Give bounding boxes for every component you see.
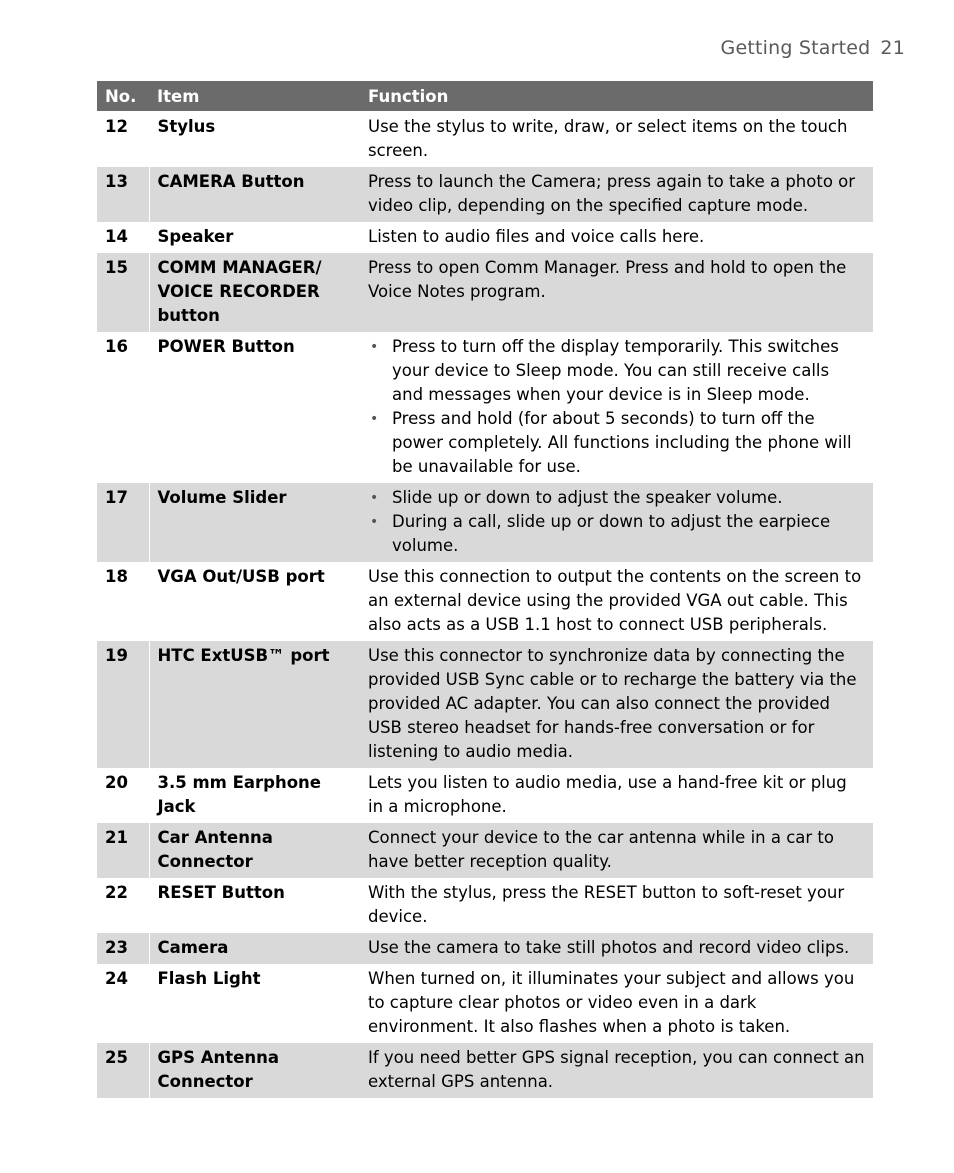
table-row xyxy=(97,562,873,641)
item-function: Use the camera to take still photos and record video clips. xyxy=(360,933,873,964)
table-row xyxy=(97,112,873,168)
item-function: Press to open Comm Manager. Press and hold to open the Voice Notes program. xyxy=(360,253,873,332)
table-row xyxy=(97,878,873,933)
table-row xyxy=(97,483,873,562)
item-name: HTC ExtUSB™ port xyxy=(149,641,360,768)
bullet-icon: • xyxy=(370,411,379,427)
row-number: 16 xyxy=(97,332,149,483)
row-number: 18 xyxy=(97,562,149,641)
function-bullet-item xyxy=(368,407,865,479)
bullet-text: Slide up or down to adjust the speaker volume. xyxy=(392,488,783,507)
row-number: 21 xyxy=(97,823,149,878)
function-bullet-item xyxy=(368,510,865,558)
item-function xyxy=(360,332,873,483)
item-name: COMM MANAGER/ VOICE RECORDER button xyxy=(149,253,360,332)
function-bullet-list xyxy=(368,486,865,558)
item-name: CAMERA Button xyxy=(149,167,360,222)
row-number: 12 xyxy=(97,112,149,168)
page-number: 21 xyxy=(880,37,905,59)
table-row xyxy=(97,167,873,222)
item-function: Connect your device to the car antenna while in a car to have better reception quality. xyxy=(360,823,873,878)
table-row xyxy=(97,768,873,823)
function-bullet-item xyxy=(368,335,865,407)
bullet-icon: • xyxy=(370,490,379,506)
table-row xyxy=(97,253,873,332)
row-number: 15 xyxy=(97,253,149,332)
column-header-no: No. xyxy=(97,81,149,112)
row-number: 22 xyxy=(97,878,149,933)
item-name: VGA Out/USB port xyxy=(157,567,325,586)
row-number: 17 xyxy=(97,483,149,562)
item-function: Use the stylus to write, draw, or select items on the touch screen. xyxy=(368,117,848,160)
row-number: 24 xyxy=(97,964,149,1043)
row-number: 13 xyxy=(97,167,149,222)
item-name: Speaker xyxy=(157,227,234,246)
item-name: 3.5 mm Earphone Jack xyxy=(157,773,321,816)
item-function: If you need better GPS signal reception, you can connect an external GPS antenna. xyxy=(360,1043,873,1098)
table-row xyxy=(97,222,873,253)
column-header-item: Item xyxy=(149,81,360,112)
item-name: RESET Button xyxy=(157,883,285,902)
item-function: Use this connection to output the contents on the screen to an external device using the provided VGA out cable. This also acts as a USB 1.1 host to connect USB peripherals. xyxy=(368,567,862,634)
row-number: 20 xyxy=(97,768,149,823)
item-name: GPS Antenna Connector xyxy=(149,1043,360,1098)
hardware-components-table xyxy=(97,81,873,1098)
item-function: With the stylus, press the RESET button to soft-reset your device. xyxy=(368,883,845,926)
item-name: Car Antenna Connector xyxy=(149,823,360,878)
row-number: 14 xyxy=(97,222,149,253)
page-header xyxy=(721,37,905,59)
bullet-text: Press to turn off the display temporarily. This switches your device to Sleep mode. You can still receive calls and messages when your device is in Sleep mode. xyxy=(392,337,839,404)
item-name: Camera xyxy=(149,933,360,964)
table-row xyxy=(97,964,873,1043)
row-number: 19 xyxy=(97,641,149,768)
item-name: Flash Light xyxy=(157,969,261,988)
table-row xyxy=(97,332,873,483)
table-row xyxy=(97,1043,873,1098)
bullet-icon: • xyxy=(370,339,379,355)
page-header-title: Getting Started xyxy=(720,37,871,59)
item-function xyxy=(360,483,873,562)
function-bullet-list xyxy=(368,335,865,479)
function-bullet-item xyxy=(368,486,865,510)
item-name: Stylus xyxy=(157,117,216,136)
item-function: Listen to audio files and voice calls here. xyxy=(368,227,705,246)
row-number: 23 xyxy=(97,933,149,964)
table-header-row xyxy=(97,81,873,112)
bullet-icon: • xyxy=(370,514,379,530)
table-row xyxy=(97,933,873,964)
table-row xyxy=(97,641,873,768)
item-function: Press to launch the Camera; press again to take a photo or video clip, depending on the specified capture mode. xyxy=(360,167,873,222)
column-header-function: Function xyxy=(360,81,873,112)
item-function: Lets you listen to audio media, use a hand-free kit or plug in a microphone. xyxy=(368,773,847,816)
bullet-text: Press and hold (for about 5 seconds) to turn off the power completely. All functions including the phone will be unavailable for use. xyxy=(392,409,852,476)
table-body xyxy=(97,112,873,1099)
table-row xyxy=(97,823,873,878)
item-name: POWER Button xyxy=(157,337,295,356)
item-function: Use this connector to synchronize data by connecting the provided USB Sync cable or to recharge the battery via the provided AC adapter. You can also connect the provided USB stereo headset for hands-free conversation or for listening to audio media. xyxy=(360,641,873,768)
item-function: When turned on, it illuminates your subject and allows you to capture clear photos or video even in a dark environment. It also flashes when a photo is taken. xyxy=(368,969,855,1036)
item-name: Volume Slider xyxy=(149,483,360,562)
bullet-text: During a call, slide up or down to adjust the earpiece volume. xyxy=(392,512,831,555)
row-number: 25 xyxy=(97,1043,149,1098)
